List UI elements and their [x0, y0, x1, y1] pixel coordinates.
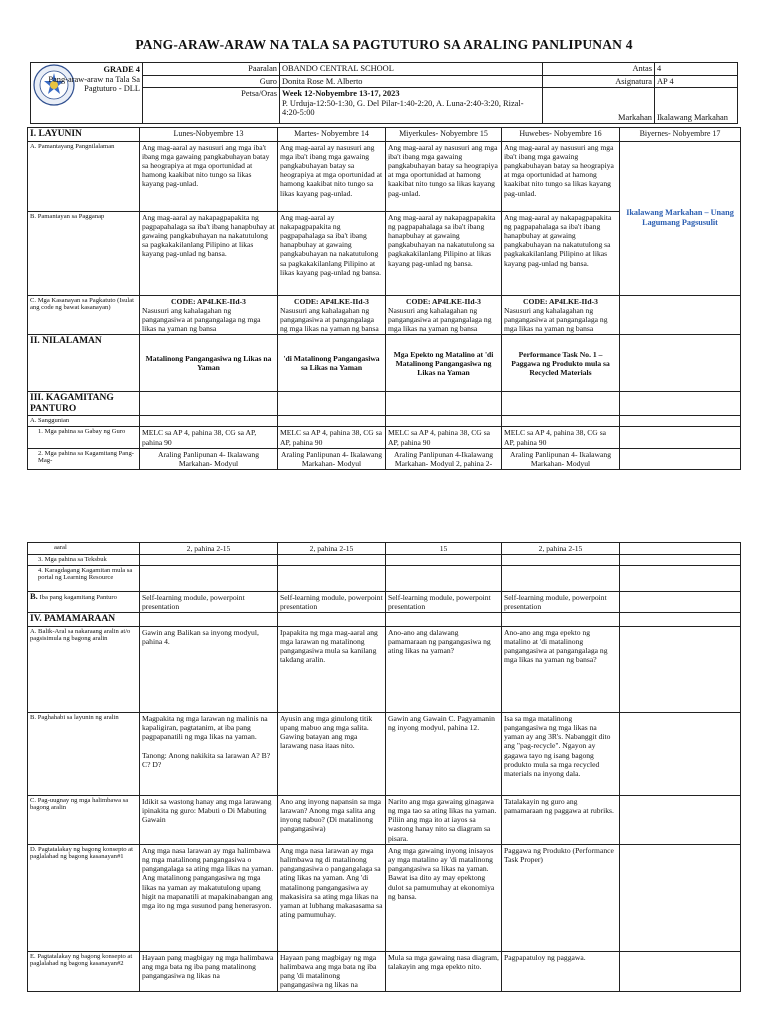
competency: Nasusuri ang kahalagahan ng pangangasiwa at pangangalaga ng mga likas na yaman ng bansa: [504, 305, 608, 334]
asignatura-value: AP 4: [655, 75, 738, 88]
aaral-mon: 2, pahina 2-15: [140, 543, 278, 555]
dll-table-page-2: [27, 542, 741, 992]
row-label-paghahabi: B. Paghahabi sa layunin ng aralin: [28, 712, 140, 795]
row-label-balik-aral: A. Balik-Aral sa nakaraang aralin at/o pagsisimula ng bagong aralin: [28, 626, 140, 712]
row-label-pagtatalakay-1: D. Pagtatalakay ng bagong konsepto at paglalahad ng bagong kasanayan#1: [28, 844, 140, 951]
cell-b-thu: Ang mag-aaral ay nakapagpapakita ng pagpapahalaga sa iba't ibang hanapbuhay at gawaing pangkabuhayan na nakatutulong sa pagkakakilanlang Pilipino at likas kayang pag-unlad ng bansa.: [502, 211, 620, 295]
code: CODE: AP4LKE-IId-3: [523, 296, 598, 306]
cell-b-wed: Ang mag-aaral ay nakapagpapakita ng pagpapahalaga sa iba't ibang hanapbuhay at gawaing pangkabuhayan na nakatutulong sa pagkakakilanlang Pilipino at likas kayang pag-unlad ng bansa.: [386, 211, 502, 295]
pagtatalakay-1-wed: Ang mga gawaing inyong inisayos ay mga matalino ay 'di matalinong pangangasiwa sa likas na yaman. Bawat isa dito ay may epektong dulot sa pamumuhay at ekonomiya ng bansa.: [386, 844, 502, 951]
aaral-wed: 15: [386, 543, 502, 555]
markahan-label: Markahan: [543, 88, 655, 124]
pag-uugnay-wed: Narito ang mga gawaing ginagawa ng mga tao sa ating likas na yaman. Piliin ang mga ito at iayos sa wastong hanay nito sa diagram sa pisara.: [386, 795, 502, 844]
cell-b-mon: Ang mag-aaral ay nakapagpapakita ng pagpapahalaga sa iba't ibang hanapbuhay at gawaing pangkabuhayan na nakatutulong sa pagkakakilanlang Pilipino at likas kayang pag-unlad ng bansa.: [140, 211, 278, 295]
pagtatalakay-2-wed: Mula sa mga gawaing nasa diagram, talakayin ang mga epekto nito.: [386, 951, 502, 991]
pagtatalakay-1-thu: Paggawa ng Produkto (Performance Task Proper): [502, 844, 620, 951]
competency: Nasusuri ang kahalagahan ng pangangasiwa at pangangalaga ng mga likas na yaman ng bansa: [388, 305, 492, 334]
cell-b-tue: Ang mag-aaral ay nakapagpapakita ng pagpapahalaga sa iba't ibang hanapbuhay at gawaing pangkabuhayan na nakatutulong sa pagkakakilanlang Pilipino at likas kayang pag-unlad ng bansa.: [278, 211, 386, 295]
gabay-wed: MELC sa AP 4, pahina 38, CG sa AP, pahina 90: [386, 427, 502, 448]
asignatura-label: Asignatura: [543, 75, 655, 88]
paghahabi-thu: Isa sa mga matalinong pangangasiwa ng mga likas na yaman ay ang 3R's. Nabanggit dito ang "pag-recycle". Ngayon ay gagawa tayo ng isang bagong produkto mula sa mga recycled materials na inyong dala.: [502, 712, 620, 795]
friday-note: Ikalawang Markahan – Unang Lagumang Pagsusulit: [620, 141, 741, 295]
aaral-tue: 2, pahina 2-15: [278, 543, 386, 555]
row-label-a: A. Pamantayang Pangnilalaman: [28, 141, 140, 211]
balik-aral-thu: Ano-ano ang mga epekto ng matalino at 'di matalinong pangangasiwa at pangangalaga ng mga likas na yaman ng bansa?: [502, 626, 620, 712]
iba-mon: Self-learning module, powerpoint presentation: [140, 591, 278, 612]
row-label-kagamitan: 2. Mga pahina sa Kagamitang Pang-Mag-: [28, 448, 140, 469]
markahan-value: Ikalawang Markahan: [655, 88, 738, 124]
pagtatalakay-1-mon: Ang mga nasa larawan ay mga halimbawa ng mga matalinong pangangasiwa o pangangalaga sa ating mga likas na yaman. Ang matalinong pangangasiwa ng mga likas na yaman ay makatutulong upang higit na mapanatili at mapakinabangan ang mga ito ng mga susunod pang henerasyon.: [140, 844, 278, 951]
section-nilalaman: II. NILALAMAN: [28, 335, 140, 392]
section-pamamaraan: IV. PAMAMARAAN: [28, 613, 140, 627]
iba-text: Iba pang kagamitang Panturo: [39, 593, 117, 601]
cell-a-thu: Ang mag-aaral ay nasusuri ang mga iba't ibang mga gawaing pangkabuhayan batay sa heograpiya at mga oportunidad at hamong kaakibat nito tungo sa likas kayang pag-unlad.: [502, 141, 620, 211]
dll-table-page-1: [27, 127, 741, 470]
pagtatalakay-2-thu: Pagpapatuloy ng paggawa.: [502, 951, 620, 991]
row-label-teksbuk: 3. Mga pahina sa Teksbuk: [28, 555, 140, 566]
cell-c-tue: [278, 295, 386, 335]
kagamitan-thu: Araling Panlipunan 4- Ikalawang Markahan- Modyul: [502, 448, 620, 469]
day-tuesday: Martes- Nobyembre 14: [278, 128, 386, 142]
code: CODE: AP4LKE-IId-3: [294, 296, 369, 306]
pag-uugnay-mon: Idikit sa wastong hanay ang mga larawang ipinakita ng guro: Mabuti o Di Mabuting Gawain: [140, 795, 278, 844]
paghahabi-mon: Magpakita ng mga larawan ng malinis na kapaligiran, pagtatanim, at iba pang pagpapanatili ng mga likas na yaman. Tanong: Anong nakikita sa larawan A? B? C? D?: [140, 712, 278, 795]
paghahabi-tue: Ayusin ang mga ginulong titik upang mabuo ang mga salita. Gawing batayan ang mga larawang nasa itaas nito.: [278, 712, 386, 795]
row-label-karagdagang: 4. Karagdagang Kagamitan mula sa portal ng Learning Resource: [28, 565, 140, 591]
row-label-aaral: aaral: [28, 543, 140, 555]
nilalaman-fri: [620, 335, 741, 392]
code: CODE: AP4LKE-IId-3: [171, 296, 246, 306]
pag-uugnay-thu: Tatalakayin ng guro ang pamamaraan ng paggawa at rubriks.: [502, 795, 620, 844]
iba-wed: Self-learning module, powerpoint presentation: [386, 591, 502, 612]
school-info-cell: [31, 63, 143, 124]
row-label-pag-uugnay: C. Pag-uugnay ng mga halimbawa sa bagong aralin: [28, 795, 140, 844]
guro-label: Guro: [143, 75, 280, 88]
gabay-mon: MELC sa AP 4, pahina 38, CG sa AP, pahina 90: [140, 427, 278, 448]
cell-c-thu: [502, 295, 620, 335]
antas-value: 4: [655, 63, 738, 76]
cell-a-wed: Ang mag-aaral ay nasusuri ang mga iba't ibang mga gawaing pangkabuhayan batay sa heograpiya at mga oportunidad at hamong kaakibat nito tungo sa likas kayang pag-unlad.: [386, 141, 502, 211]
gabay-tue: MELC sa AP 4, pahina 38, CG sa AP, pahina 90: [278, 427, 386, 448]
cell-c-fri: [620, 295, 741, 335]
cell-c-wed: [386, 295, 502, 335]
row-label-b: B. Pamantayan sa Pagganap: [28, 211, 140, 295]
aaral-thu: 2, pahina 2-15: [502, 543, 620, 555]
doc-type: Pang-araw-araw na Tala Sa Pagtuturo - DLL: [48, 74, 140, 93]
grade-label: GRADE 4: [103, 65, 140, 74]
balik-aral-wed: Ano-ano ang dalawang pamamaraan ng pangangasiwa ng ating likas na yaman?: [386, 626, 502, 712]
header-table: [30, 62, 738, 124]
gabay-thu: MELC sa AP 4, pahina 38, CG sa AP, pahina 90: [502, 427, 620, 448]
balik-aral-mon: Gawin ang Balikan sa inyong modyul, pahina 4.: [140, 626, 278, 712]
kagamitan-tue: Araling Panlipunan 4- Ikalawang Markahan- Modyul: [278, 448, 386, 469]
kagamitan-mon: Araling Panlipunan 4- Ikalawang Markahan- Modyul: [140, 448, 278, 469]
nilalaman-wed: Mga Epekto ng Matalino at 'di Matalinong Pangangasiwa ng Likas na Yaman: [386, 335, 502, 392]
day-thursday: Huwebes- Nobyembre 16: [502, 128, 620, 142]
cell-a-tue: Ang mag-aaral ay nasusuri ang mga iba't ibang mga gawaing pangkabuhayan batay sa heograpiya at mga oportunidad at hamong kaakibat nito tungo sa likas kayang pag-unlad.: [278, 141, 386, 211]
balik-aral-tue: Ipapakita ng mga mag-aaral ang mga larawan ng matalinong pangangasiwa mula sa kanilang takdang aralin.: [278, 626, 386, 712]
cell-a-mon: Ang mag-aaral ay nasusuri ang mga iba't ibang mga gawaing pangkabuhayan batay sa heograpiya at mga oportunidad at hamong kaakibat nito tungo sa likas kayang pag-unlad.: [140, 141, 278, 211]
page-title: PANG-ARAW-ARAW NA TALA SA PAGTUTURO SA ARALING PANLIPUNAN 4: [135, 37, 633, 52]
pag-uugnay-tue: Ano ang inyong napansin sa mga larawan? Anong mga salita ang inyong nabuo? (Di matalinong pangangasiwa): [278, 795, 386, 844]
paaralan-label: Paaralan: [143, 63, 280, 76]
day-wednesday: Miyerkules- Nobyembre 15: [386, 128, 502, 142]
pagtatalakay-2-mon: Hayaan pang magbigay ng mga halimbawa ang mga bata ng iba pang matalinong pangangasiwa ng likas na: [140, 951, 278, 991]
antas-label: Antas: [543, 63, 655, 76]
section-layunin: I. LAYUNIN: [28, 128, 140, 142]
paghahabi-wed: Gawin ang Gawain C. Pagyamanin ng inyong modyul, pahina 12.: [386, 712, 502, 795]
cell-c-mon: [140, 295, 278, 335]
iba-letter: B.: [30, 591, 38, 601]
row-label-sanggunian: A. Sanggunian: [28, 416, 140, 427]
pagtatalakay-1-tue: Ang mga nasa larawan ay mga halimbawa ng di matalinong pangangasiwa o pangangalaga sa ating likas na yaman. Ang 'di matalinong pangangasiwa ay makasisira sa ating mga likas na yaman at lubhang makasasama sa ating pamumuhay.: [278, 844, 386, 951]
row-label-pagtatalakay-2: E. Pagtatalakay ng bagong konsepto at paglalahad ng bagong kasanayan#2: [28, 951, 140, 991]
row-label-iba: [28, 591, 140, 612]
petsa-value: [280, 88, 543, 124]
petsa-label: Petsa/Oras: [143, 88, 280, 124]
day-monday: Lunes-Nobyembre 13: [140, 128, 278, 142]
iba-thu: Self-learning module, powerpoint presentation: [502, 591, 620, 612]
code: CODE: AP4LKE-IId-3: [406, 296, 481, 306]
petsa-week: Week 12-Nobyembre 13-17, 2023: [282, 89, 400, 98]
pagtatalakay-2-tue: Hayaan pang magbigay ng mga halimbawa ang mga bata ng iba pang 'di matalinong pangangasiwa ng likas na: [278, 951, 386, 991]
paaralan-value: OBANDO CENTRAL SCHOOL: [280, 63, 543, 76]
row-label-c: C. Mga Kasanayan sa Pagkatuto (Isulat ang code ng bawat kasanayan): [28, 295, 140, 335]
petsa-schedule: P. Urduja-12:50-1:30, G. Del Pilar-1:40-2:20, A. Luna-2:40-3:20, Rizal-4:20-5:00: [282, 98, 524, 117]
nilalaman-mon: Matalinong Pangangasiwa ng Likas na Yaman: [140, 335, 278, 392]
nilalaman-thu: Performance Task No. 1 – Paggawa ng Produkto mula sa Recycled Materials: [502, 335, 620, 392]
day-friday: Biyernes- Nobyembre 17: [620, 128, 741, 142]
guro-value: Donita Rose M. Alberto: [280, 75, 543, 88]
competency: Nasusuri ang kahalagahan ng pangangasiwa at pangangalaga ng mga likas na yaman ng bansa: [280, 305, 379, 334]
competency: Nasusuri ang kahalagahan ng pangangasiwa at pangangalaga ng mga likas na yaman ng bansa: [142, 305, 261, 334]
section-kagamitan: III. KAGAMITANG PANTURO: [28, 392, 140, 416]
nilalaman-tue: 'di Matalinong Pangangasiwa sa Likas na Yaman: [278, 335, 386, 392]
row-label-gabay: 1. Mga pahina sa Gabay ng Guro: [28, 427, 140, 448]
iba-tue: Self-learning module, powerpoint presentation: [278, 591, 386, 612]
kagamitan-wed: Araling Panlipunan 4-Ikalawang Markahan- Modyul 2, pahina 2-: [386, 448, 502, 469]
